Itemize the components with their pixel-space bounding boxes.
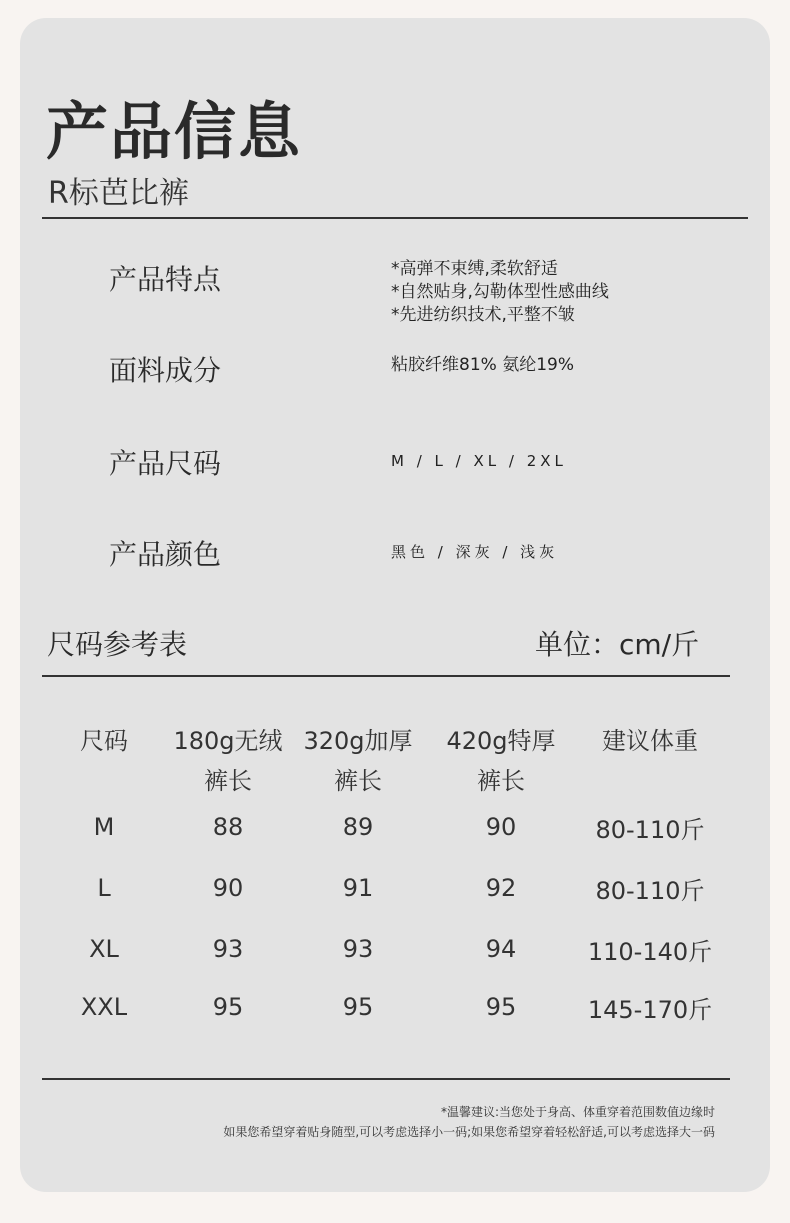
table-row (42, 856, 724, 920)
length-cell: 90 (485, 813, 517, 841)
divider-chart-top (42, 675, 730, 677)
table-row (42, 978, 724, 1036)
fabric-label: 面料成分 (109, 354, 222, 387)
column-header: 320g加厚 (303, 726, 413, 755)
column-subheader (42, 758, 166, 798)
table-subheader-row (42, 758, 724, 798)
length-cell: 91 (342, 874, 374, 902)
column-header: 420g特厚 (446, 726, 556, 755)
weight-cell: 80-110斤 (595, 876, 705, 905)
column-header: 180g无绒 (173, 726, 283, 755)
divider-top (42, 217, 748, 219)
size-value: M / L / XL / 2XL (391, 452, 567, 470)
size-chart-unit: 单位：cm/斤 (535, 628, 700, 661)
length-cell: 89 (342, 813, 374, 841)
weight-cell: 145-170斤 (587, 995, 713, 1024)
column-subheader: 裤长 (334, 766, 382, 795)
feature-item: *高弹不束缚,柔软舒适 (391, 259, 558, 279)
column-subheader: 裤长 (477, 766, 525, 795)
feature-item: *自然贴身,勾勒体型性感曲线 (391, 282, 609, 302)
column-subheader: 裤长 (204, 766, 252, 795)
product-name: R标芭比裤 (48, 176, 189, 211)
length-cell: 93 (342, 935, 374, 963)
size-cell: L (97, 874, 111, 902)
feature-item: *先进纺织技术,平整不皱 (391, 305, 575, 325)
divider-chart-bottom (42, 1078, 730, 1080)
column-subheader (576, 758, 724, 798)
size-label: 产品尺码 (109, 447, 222, 480)
page-title: 产品信息 (46, 95, 303, 168)
table-header-row (42, 718, 724, 758)
weight-cell: 80-110斤 (595, 815, 705, 844)
length-cell: 90 (212, 874, 244, 902)
table-row (42, 798, 724, 856)
length-cell: 95 (342, 993, 374, 1021)
color-label: 产品颜色 (109, 538, 222, 571)
weight-cell: 110-140斤 (587, 937, 713, 966)
tip-note-line2: 如果您希望穿着贴身随型,可以考虑选择小一码;如果您希望穿着轻松舒适,可以考虑选择大一码 (223, 1125, 715, 1139)
color-value: 黑色 / 深灰 / 浅灰 (391, 543, 559, 561)
length-cell: 92 (485, 874, 517, 902)
size-cell: XL (89, 935, 119, 963)
length-cell: 95 (212, 993, 244, 1021)
table-row (42, 920, 724, 978)
size-chart-title: 尺码参考表 (47, 628, 188, 661)
column-header: 尺码 (80, 726, 128, 755)
column-header: 建议体重 (602, 726, 698, 755)
length-cell: 94 (485, 935, 517, 963)
features-label: 产品特点 (109, 263, 222, 296)
size-cell: M (93, 813, 115, 841)
size-cell: XXL (80, 993, 128, 1021)
size-chart-table (42, 718, 724, 1036)
tip-note-line1: *温馨建议:当您处于身高、体重穿着范围数值边缘时 (440, 1105, 715, 1119)
length-cell: 88 (212, 813, 244, 841)
length-cell: 95 (485, 993, 517, 1021)
fabric-value: 粘胶纤维81% 氨纶19% (391, 355, 574, 375)
features-list (391, 258, 609, 327)
length-cell: 93 (212, 935, 244, 963)
